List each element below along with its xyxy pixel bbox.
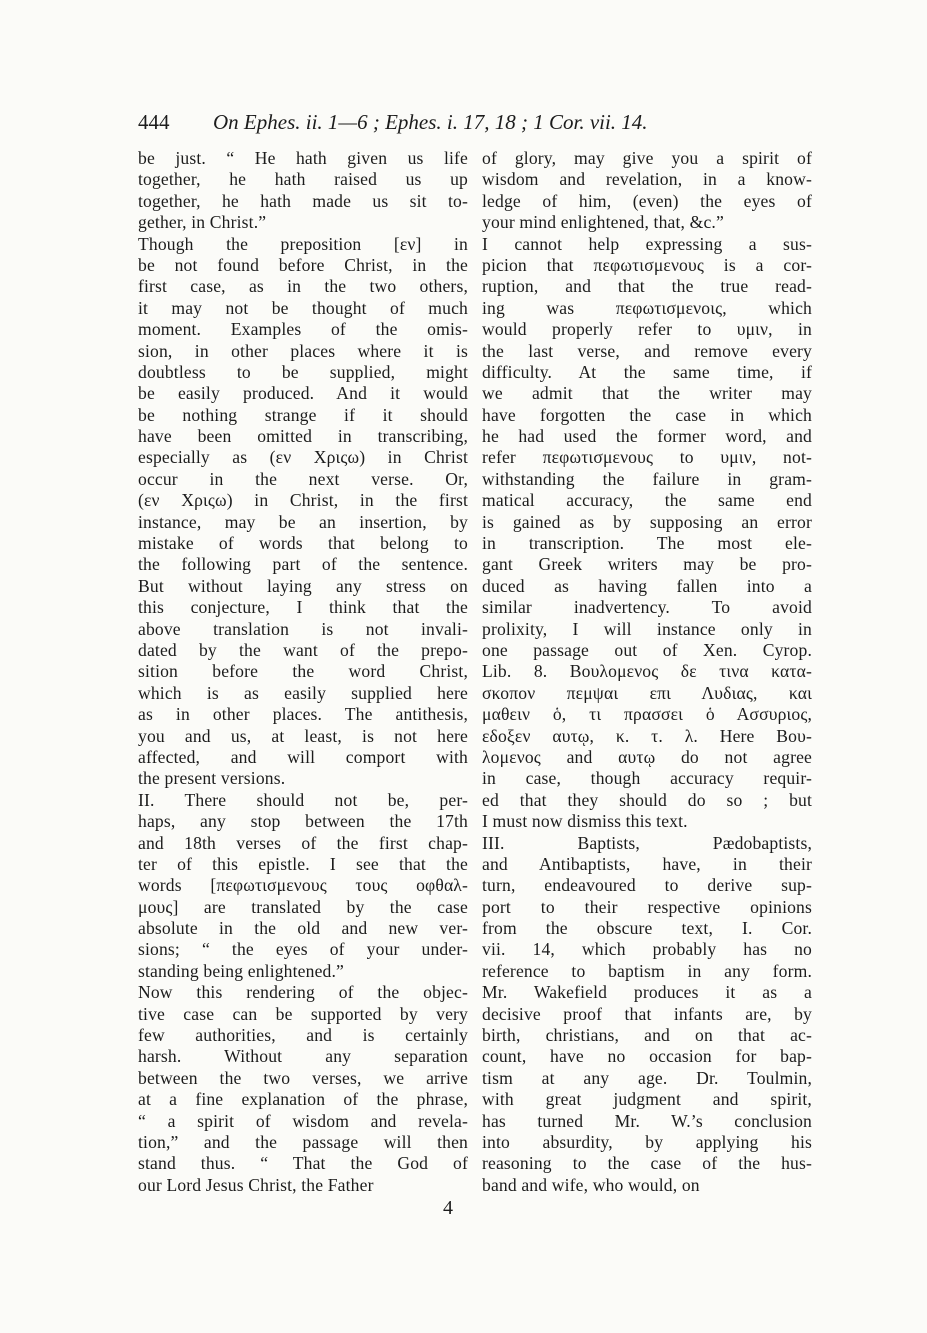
running-header — [138, 110, 808, 140]
text-line: affected, and will comport with — [138, 746, 468, 767]
text-line: ter of this epistle. I see that the — [138, 853, 468, 874]
text-line: have been omitted in transcribing, — [138, 426, 468, 447]
text-line: σκοπον πεμψαι επι Λυδιας, και — [482, 682, 812, 703]
text-line: III. Baptists, Pædobaptists, — [482, 832, 812, 853]
text-line: λομενος and αυτῳ do not agree — [482, 746, 812, 767]
text-line: standing being enlightened.” — [138, 960, 344, 981]
text-line: between the two verses, we arrive — [138, 1067, 468, 1088]
text-line: refer πεφωτισμενους to υμιν, not- — [482, 447, 812, 468]
text-line: Mr. Wakefield produces it as a — [482, 982, 812, 1003]
text-line: our Lord Jesus Christ, the Father — [138, 1174, 374, 1195]
text-line: dated by the want of the prepo- — [138, 639, 468, 660]
text-line: this conjecture, I think that the — [138, 597, 468, 618]
text-line: count, have no occasion for bap- — [482, 1046, 812, 1067]
text-line: is gained as by supposing an error — [482, 511, 812, 532]
text-line: sition before the word Christ, — [138, 661, 468, 682]
text-line: words [πεφωτισμενους τους οφθαλ- — [138, 875, 468, 896]
text-line: reference to baptism in any form. — [482, 960, 812, 981]
text-line: εδοξεν αυτῳ, κ. τ. λ. Here Βου- — [482, 725, 812, 746]
text-line: be easily produced. And it would — [138, 383, 468, 404]
text-line: stand thus. “ That the God of — [138, 1153, 468, 1174]
text-line: matical accuracy, the same end — [482, 490, 812, 511]
text-line: band and wife, who would, on — [482, 1174, 700, 1195]
text-line: we admit that the writer may — [482, 383, 812, 404]
text-line: difficulty. At the same time, if — [482, 361, 812, 382]
text-line: Now this rendering of the objec- — [138, 982, 468, 1003]
text-line: it may not be thought of much — [138, 297, 468, 318]
text-line: tive case can be supported by very — [138, 1003, 468, 1024]
text-line: from the obscure text, I. Cor. — [482, 918, 812, 939]
text-line: few authorities, and is certainly — [138, 1025, 468, 1046]
left-column — [138, 148, 468, 1196]
text-line: gether, in Christ.” — [138, 212, 267, 233]
text-line: I cannot help expressing a sus- — [482, 233, 812, 254]
text-line: occur in the next verse. Or, — [138, 468, 468, 489]
text-line: especially as (εν Χριςω) in Christ — [138, 447, 468, 468]
text-line: birth, christians, and on that ac- — [482, 1025, 812, 1046]
text-line: has turned Mr. W.’s conclusion — [482, 1110, 812, 1131]
text-line: Lib. 8. Βουλομενος δε τινα κατα- — [482, 661, 812, 682]
text-line: instance, may be an insertion, by — [138, 511, 468, 532]
text-line: in transcription. The most ele- — [482, 533, 812, 554]
text-line: one passage out of Xen. Cyrop. — [482, 639, 812, 660]
text-line: haps, any stop between the 17th — [138, 811, 468, 832]
text-line: II. There should not be, per- — [138, 789, 468, 810]
text-line: the following part of the sentence. — [138, 554, 468, 575]
text-line: turn, endeavoured to derive sup- — [482, 875, 812, 896]
text-line: you and us, at least, is not here — [138, 725, 468, 746]
text-line: and Antibaptists, have, in their — [482, 853, 812, 874]
text-line: into absurdity, by applying his — [482, 1131, 812, 1152]
text-line: have forgotten the case in which — [482, 404, 812, 425]
text-line: at a fine explanation of the phrase, — [138, 1089, 468, 1110]
text-line: tion,” and the passage will then — [138, 1131, 468, 1152]
text-line: duced as having fallen into a — [482, 575, 812, 596]
text-line: ing was πεφωτισμενοις, which — [482, 297, 812, 318]
text-line: and 18th verses of the first chap- — [138, 832, 468, 853]
text-line: (εν Χριςω) in Christ, in the first — [138, 490, 468, 511]
text-line: would properly refer to υμιν, in — [482, 319, 812, 340]
text-line: above translation is not invali- — [138, 618, 468, 639]
text-line: wisdom and revelation, in a know- — [482, 169, 812, 190]
text-line: doubtless to be supplied, might — [138, 361, 468, 382]
running-title: On Ephes. ii. 1—6 ; Ephes. i. 17, 18 ; 1 Cor. vii. 14. — [213, 110, 648, 134]
text-line: μαθειν ὁ, τι πρασσει ὁ Ασσυριος, — [482, 704, 812, 725]
text-line: I must now dismiss this text. — [482, 811, 688, 832]
signature-mark: 4 — [443, 1197, 453, 1219]
text-line: moment. Examples of the omis- — [138, 319, 468, 340]
text-line: in case, though accuracy requir- — [482, 768, 812, 789]
text-line: absolute in the old and new ver- — [138, 918, 468, 939]
text-line: be not found before Christ, in the — [138, 254, 468, 275]
text-line: decisive proof that infants are, by — [482, 1003, 812, 1024]
text-line: μους] are translated by the case — [138, 896, 468, 917]
text-line: the present versions. — [138, 768, 286, 789]
text-line: Though the preposition [εν] in — [138, 233, 468, 254]
text-line: the last verse, and remove every — [482, 340, 812, 361]
text-line: as in other places. The antithesis, — [138, 704, 468, 725]
text-line: be nothing strange if it should — [138, 404, 468, 425]
text-line: mistake of words that belong to — [138, 533, 468, 554]
text-line: ruption, and that the true read- — [482, 276, 812, 297]
text-line: ed that they should do so ; but — [482, 789, 812, 810]
text-line: “ a spirit of wisdom and revela- — [138, 1110, 468, 1131]
right-column — [482, 148, 812, 1196]
text-line: be just. “ He hath given us life — [138, 148, 468, 168]
text-line: your mind enlightened, that, &c.” — [482, 212, 724, 233]
text-line: ledge of him, (even) the eyes of — [482, 190, 812, 211]
text-line: of glory, may give you a spirit of — [482, 148, 812, 168]
text-line: harsh. Without any separation — [138, 1046, 468, 1067]
text-line: sions; “ the eyes of your under- — [138, 939, 468, 960]
text-line: together, he hath raised us up — [138, 169, 468, 190]
text-line: first case, as in the two others, — [138, 276, 468, 297]
text-line: withstanding the failure in gram- — [482, 468, 812, 489]
text-line: gant Greek writers may be pro- — [482, 554, 812, 575]
text-line: But without laying any stress on — [138, 575, 468, 596]
text-line: which is as easily supplied here — [138, 682, 468, 703]
text-line: he had used the former word, and — [482, 426, 812, 447]
text-line: together, he hath made us sit to- — [138, 190, 468, 211]
text-line: tism at any age. Dr. Toulmin, — [482, 1067, 812, 1088]
text-line: port to their respective opinions — [482, 896, 812, 917]
text-line: prolixity, I will instance only in — [482, 618, 812, 639]
text-line: picion that πεφωτισμενους is a cor- — [482, 254, 812, 275]
text-line: with great judgment and spirit, — [482, 1089, 812, 1110]
page-number: 444 — [138, 110, 170, 134]
text-line: reasoning to the case of the hus- — [482, 1153, 812, 1174]
text-line: similar inadvertency. To avoid — [482, 597, 812, 618]
text-line: sion, in other places where it is — [138, 340, 468, 361]
text-line: vii. 14, which probably has no — [482, 939, 812, 960]
